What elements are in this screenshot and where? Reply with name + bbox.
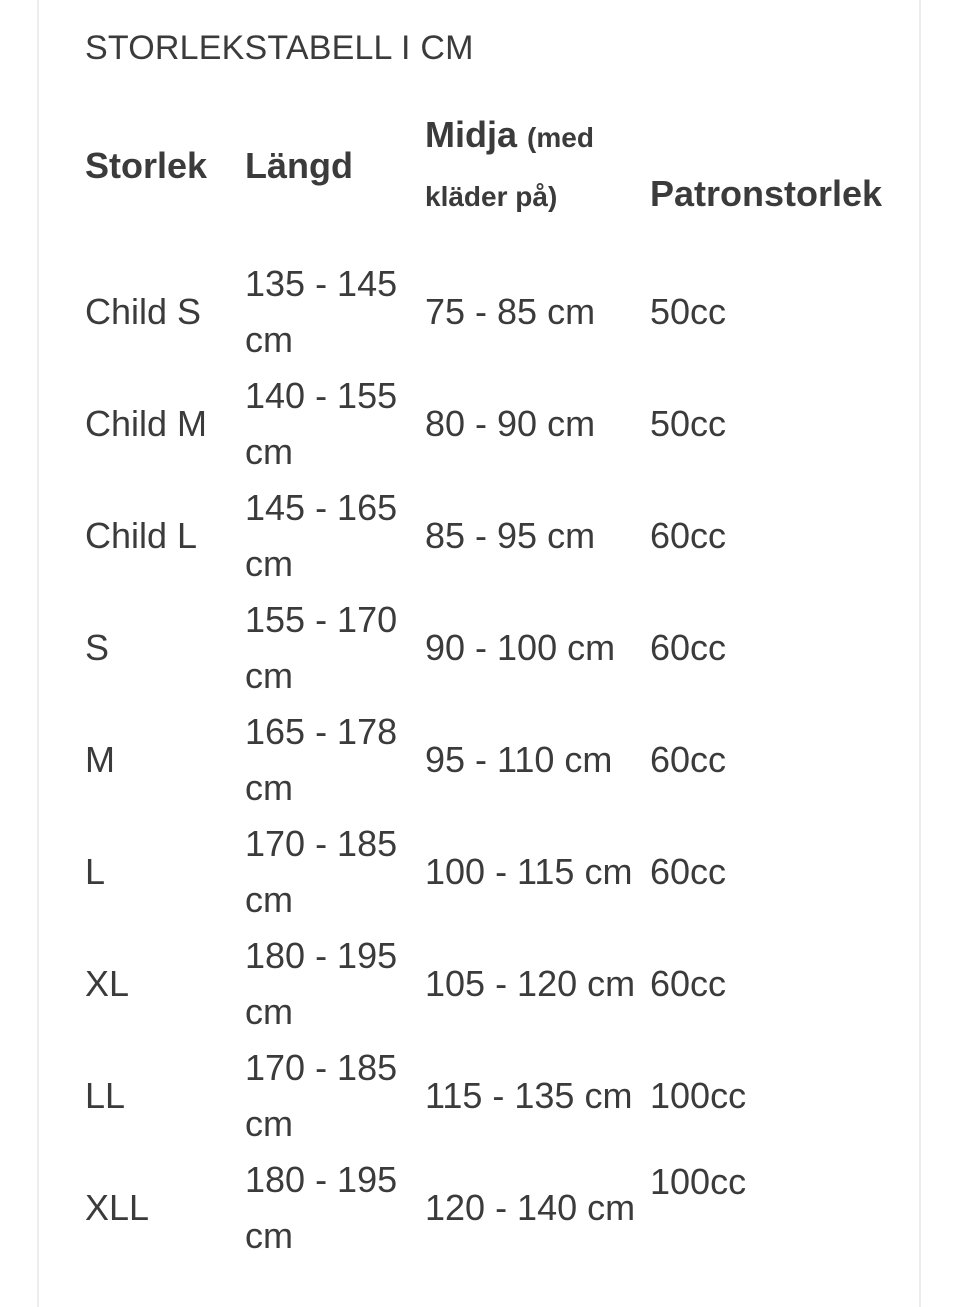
- cell-patronstorlek-value: 50cc: [650, 403, 727, 444]
- cell-langd: 170 - 185 cm: [245, 823, 398, 920]
- cell-patronstorlek: [650, 256, 900, 368]
- cell-storlek: M: [85, 739, 115, 780]
- cell-midja: 100 - 115 cm: [425, 851, 633, 892]
- cell-storlek: XLL: [85, 1187, 150, 1228]
- cell-storlek: S: [85, 627, 110, 668]
- table-row: [85, 592, 900, 704]
- table-row: [85, 816, 900, 928]
- cell-langd: 135 - 145 cm: [245, 263, 398, 360]
- cell-langd: 140 - 155 cm: [245, 375, 398, 472]
- cell-patronstorlek: [650, 480, 900, 592]
- column-header-midja-note: (med kläder på): [425, 122, 594, 212]
- size-chart-panel: [37, 0, 921, 1307]
- cell-midja: 80 - 90 cm: [425, 403, 596, 444]
- cell-storlek: Child L: [85, 515, 198, 556]
- cell-langd: 155 - 170 cm: [245, 599, 398, 696]
- column-header-patronstorlek-label: Patronstorlek: [650, 173, 883, 214]
- size-chart-title: STORLEKSTABELL I CM: [85, 29, 474, 67]
- size-table-body: [85, 256, 900, 1264]
- header-row: [85, 76, 900, 256]
- cell-langd: 165 - 178 cm: [245, 711, 398, 808]
- cell-patronstorlek: [650, 1152, 900, 1264]
- cell-patronstorlek: [650, 592, 900, 704]
- cell-storlek: LL: [85, 1075, 126, 1116]
- cell-midja: 115 - 135 cm: [425, 1075, 633, 1116]
- table-row: [85, 480, 900, 592]
- cell-midja: 75 - 85 cm: [425, 291, 596, 332]
- cell-langd: 180 - 195 cm: [245, 935, 398, 1032]
- cell-patronstorlek: [650, 816, 900, 928]
- cell-patronstorlek: [650, 704, 900, 816]
- cell-patronstorlek: [650, 1040, 900, 1152]
- cell-midja: 85 - 95 cm: [425, 515, 596, 556]
- cell-patronstorlek-value: 60cc: [650, 515, 727, 556]
- table-row: [85, 928, 900, 1040]
- column-header-storlek: Storlek: [85, 145, 208, 186]
- cell-patronstorlek-value: 60cc: [650, 627, 727, 668]
- size-table-head: [85, 76, 900, 256]
- cell-storlek: L: [85, 851, 106, 892]
- table-row: [85, 1040, 900, 1152]
- column-header-patronstorlek: [650, 76, 900, 256]
- column-header-langd: Längd: [245, 145, 353, 186]
- column-header-midja-main: Midja: [425, 114, 518, 155]
- cell-patronstorlek-value: 100cc: [650, 1161, 747, 1202]
- cell-patronstorlek-value: 100cc: [650, 1075, 747, 1116]
- cell-patronstorlek-value: 50cc: [650, 291, 727, 332]
- cell-storlek: Child M: [85, 403, 208, 444]
- size-table: [85, 76, 900, 1264]
- table-row: [85, 704, 900, 816]
- cell-patronstorlek: [650, 368, 900, 480]
- cell-storlek: Child S: [85, 291, 202, 332]
- cell-langd: 180 - 195 cm: [245, 1159, 398, 1256]
- column-header-midja: [425, 76, 650, 256]
- table-row: [85, 256, 900, 368]
- cell-langd: 145 - 165 cm: [245, 487, 398, 584]
- cell-storlek: XL: [85, 963, 130, 1004]
- cell-patronstorlek-value: 60cc: [650, 963, 727, 1004]
- cell-patronstorlek: [650, 928, 900, 1040]
- cell-midja: 120 - 140 cm: [425, 1187, 636, 1228]
- cell-midja: 95 - 110 cm: [425, 739, 613, 780]
- table-row: [85, 368, 900, 480]
- cell-midja: 105 - 120 cm: [425, 963, 636, 1004]
- table-row: [85, 1152, 900, 1264]
- cell-patronstorlek-value: 60cc: [650, 851, 727, 892]
- cell-midja: 90 - 100 cm: [425, 627, 616, 668]
- cell-langd: 170 - 185 cm: [245, 1047, 398, 1144]
- cell-patronstorlek-value: 60cc: [650, 739, 727, 780]
